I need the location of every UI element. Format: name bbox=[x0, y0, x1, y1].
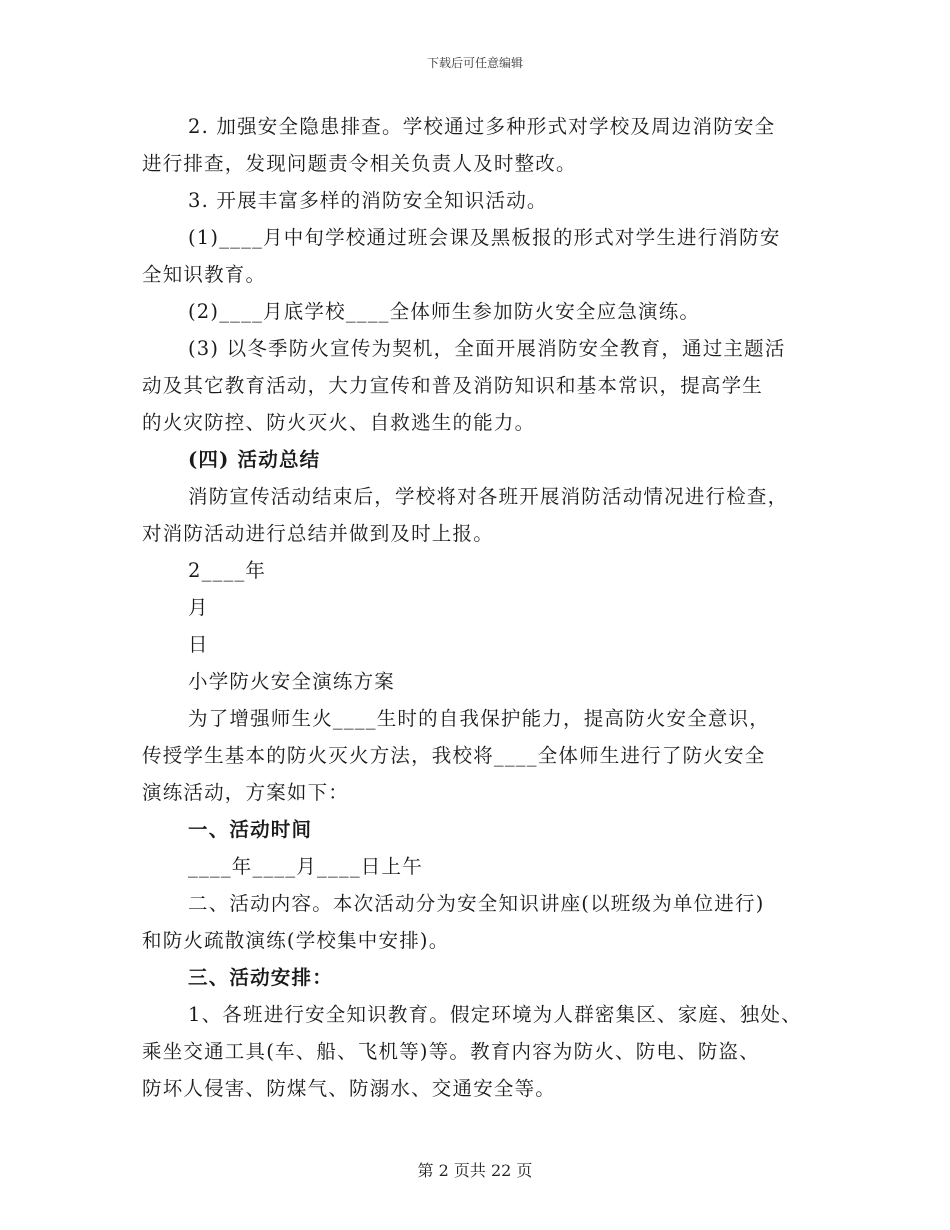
paragraph-line: (1)____月中旬学校通过班会课及黑板报的形式对学生进行消防安 bbox=[188, 226, 781, 249]
paragraph-line: 进行排查，发现问题责令相关负责人及时整改。 bbox=[142, 152, 577, 175]
paragraph-line: 防坏人侵害、防煤气、防溺水、交通安全等。 bbox=[142, 1077, 557, 1100]
document-title-line: 小学防火安全演练方案 bbox=[188, 670, 396, 693]
section-heading: (四) 活动总结 bbox=[188, 448, 321, 471]
page-footer: 第 2 页共 22 页 bbox=[417, 1161, 533, 1180]
paragraph-line: 为了增强师生火____生时的自我保护能力，提高防火安全意识， bbox=[188, 707, 771, 730]
paragraph-line: 和防火疏散演练(学校集中安排)。 bbox=[142, 929, 450, 952]
paragraph-line: 的火灾防控、防火灭火、自救逃生的能力。 bbox=[142, 411, 536, 434]
paragraph-line: 对消防活动进行总结并做到及时上报。 bbox=[142, 522, 494, 545]
date-day-line: 日 bbox=[188, 633, 209, 656]
paragraph-line: 2. 加强安全隐患排查。学校通过多种形式对学校及周边消防安全 bbox=[188, 115, 776, 138]
paragraph-line: 二、活动内容。本次活动分为安全知识讲座(以班级为单位进行) bbox=[188, 892, 765, 915]
paragraph-line: 演练活动，方案如下： bbox=[142, 781, 350, 804]
paragraph-line: 传授学生基本的防火灭火方法，我校将____全体师生进行了防火安全 bbox=[142, 744, 766, 767]
date-month-line: 月 bbox=[188, 596, 209, 619]
paragraph-line: 1、各班进行安全知识教育。假定环境为人群密集区、家庭、独处、 bbox=[188, 1003, 802, 1026]
paragraph-line: ____年____月____日上午 bbox=[188, 855, 423, 878]
page-header: 下载后可任意编辑 bbox=[426, 56, 523, 70]
date-year-line: 2____年 bbox=[188, 559, 267, 582]
paragraph-line: 3. 开展丰富多样的消防安全知识活动。 bbox=[188, 189, 548, 212]
section-heading: 一、活动时间 bbox=[188, 818, 313, 841]
paragraph-line: 消防宣传活动结束后，学校将对各班开展消防活动情况进行检查， bbox=[188, 485, 789, 508]
paragraph-line: 乘坐交通工具(车、船、飞机等)等。教育内容为防火、防电、防盗、 bbox=[142, 1040, 760, 1063]
paragraph-line: (3) 以冬季防火宣传为契机，全面开展消防安全教育，通过主题活 bbox=[188, 337, 786, 360]
paragraph-line: 动及其它教育活动，大力宣传和普及消防知识和基本常识，提高学生 bbox=[142, 374, 764, 397]
section-heading: 三、活动安排： bbox=[188, 966, 333, 989]
paragraph-line: (2)____月底学校____全体师生参加防火安全应急演练。 bbox=[188, 300, 701, 323]
paragraph-line: 全知识教育。 bbox=[142, 263, 267, 286]
